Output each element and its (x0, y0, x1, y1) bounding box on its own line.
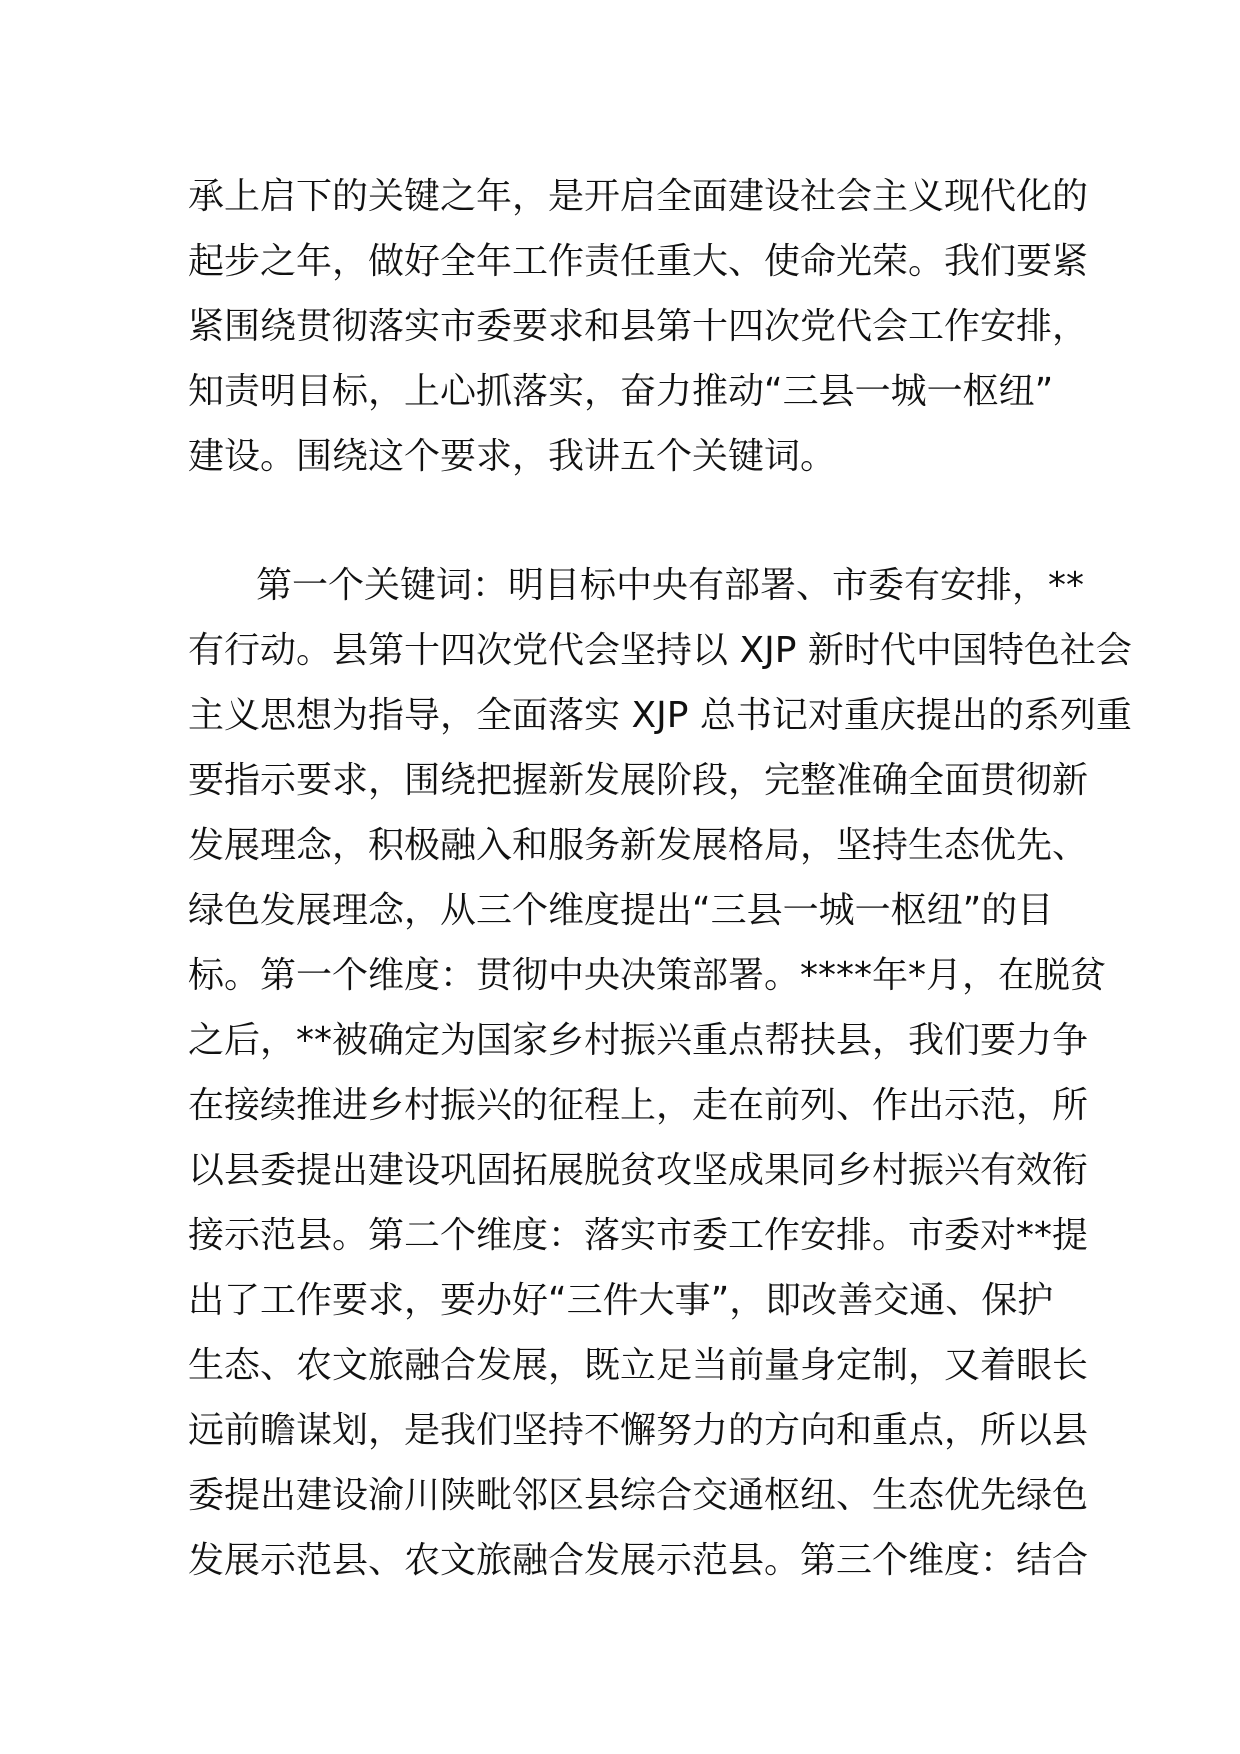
text-line: 起步之年，做好全年工作责任重大、使命光荣。我们要紧 (188, 241, 1089, 282)
text-line: 委提出建设渝川陕毗邻区县综合交通枢纽、生态优先绿色 (188, 1475, 1089, 1516)
text-line: 建设。围绕这个要求，我讲五个关键词。 (188, 436, 837, 477)
text-line: 生态、农文旅融合发展，既立足当前量身定制，又着眼长 (188, 1345, 1089, 1386)
text-line: 接示范县。第二个维度：落实市委工作安排。市委对**提 (188, 1215, 1089, 1256)
paragraph-keyword-one (188, 553, 1132, 1593)
text-line: 第一个关键词：明目标中央有部署、市委有安排，** (256, 565, 1085, 606)
text-line: 紧围绕贯彻落实市委要求和县第十四次党代会工作安排， (188, 306, 1089, 347)
text-line: 承上启下的关键之年，是开启全面建设社会主义现代化的 (188, 176, 1089, 217)
text-line: 要指示要求，围绕把握新发展阶段，完整准确全面贯彻新 (188, 760, 1089, 801)
text-line: 绿色发展理念，从三个维度提出“三县一城一枢纽”的目 (188, 890, 1054, 931)
text-line: 远前瞻谋划，是我们坚持不懈努力的方向和重点，所以县 (188, 1410, 1089, 1451)
paragraph-intro (188, 164, 1089, 489)
text-line: 发展示范县、农文旅融合发展示范县。第三个维度：结合 (188, 1540, 1089, 1581)
text-line: 有行动。县第十四次党代会坚持以 XJP 新时代中国特色社会 (188, 630, 1132, 671)
text-line: 知责明目标，上心抓落实，奋力推动“三县一城一枢纽” (188, 371, 1054, 412)
text-line: 之后，**被确定为国家乡村振兴重点帮扶县，我们要力争 (188, 1020, 1089, 1061)
text-line: 主义思想为指导，全面落实 XJP 总书记对重庆提出的系列重 (188, 695, 1132, 736)
text-line: 出了工作要求，要办好“三件大事”，即改善交通、保护 (188, 1280, 1054, 1321)
text-line: 标。第一个维度：贯彻中央决策部署。****年*月，在脱贫 (188, 955, 1107, 996)
text-line: 发展理念，积极融入和服务新发展格局，坚持生态优先、 (188, 825, 1089, 866)
text-line: 在接续推进乡村振兴的征程上，走在前列、作出示范，所 (188, 1085, 1089, 1126)
text-line: 以县委提出建设巩固拓展脱贫攻坚成果同乡村振兴有效衔 (188, 1150, 1089, 1191)
